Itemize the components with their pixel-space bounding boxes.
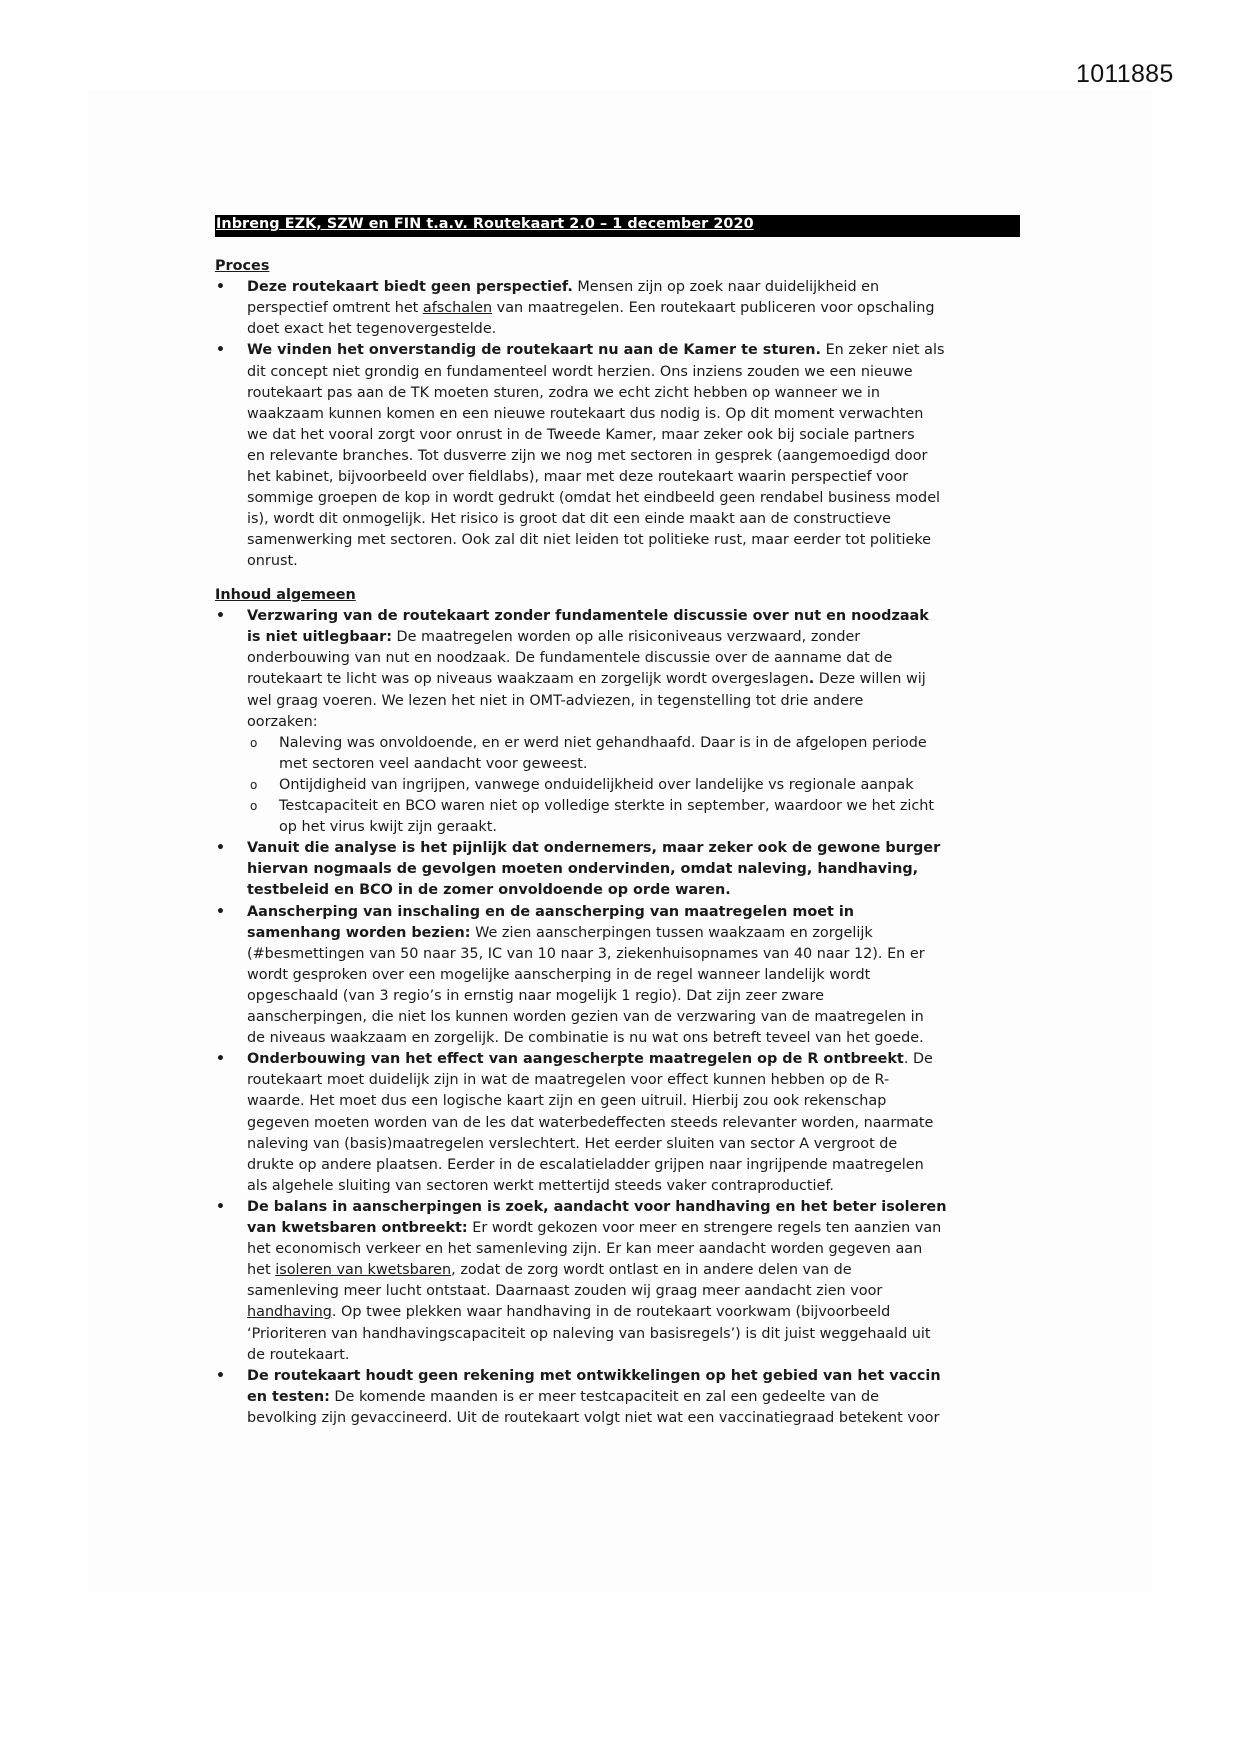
body-text: bevolking zijn gevaccineerd. Uit de routekaart volgt niet wat een vaccinatiegraad betekent voor bbox=[247, 1409, 940, 1426]
list-item-line bbox=[247, 965, 870, 986]
list-item-line bbox=[247, 362, 913, 383]
underlined-text: handhaving bbox=[247, 1304, 332, 1321]
body-text: waakzaam kunnen komen en een nieuwe routekaart dus nodig is. Op dit moment verwachten bbox=[247, 405, 924, 422]
list-item-line bbox=[247, 1239, 922, 1260]
body-text: gegeven moeten worden van de les dat waterbedeffecten steeds relevanter worden, naarmate bbox=[247, 1114, 934, 1131]
list-item-line bbox=[247, 627, 860, 648]
list-item-line bbox=[247, 606, 929, 627]
bold-lead-text: We vinden het onverstandig de routekaart nu aan de Kamer te sturen. bbox=[247, 342, 822, 359]
body-text: dit concept niet grondig en fundamenteel wordt herzien. Ons inziens zouden we een nieuwe bbox=[247, 363, 913, 380]
bold-lead-text: . bbox=[808, 671, 815, 688]
bold-lead-text: testbeleid en BCO in de zomer onvoldoende op orde waren. bbox=[247, 882, 731, 899]
list-item-line bbox=[247, 340, 944, 361]
sub-list-item-line: op het virus kwijt zijn geraakt. bbox=[279, 819, 497, 836]
list-item-line bbox=[247, 1197, 946, 1218]
list-item-line bbox=[247, 669, 926, 690]
list-item-line bbox=[247, 1113, 933, 1134]
list-item-line bbox=[247, 467, 908, 488]
body-text: routekaart te licht was op niveaus waakzaam en zorgelijk wordt overgeslagen bbox=[247, 671, 809, 688]
body-text: routekaart moet duidelijk zijn in wat de maatregelen voor effect kunnen hebben op de R- bbox=[247, 1072, 890, 1089]
list-item-line bbox=[247, 425, 915, 446]
body-text: De maatregelen worden op alle risiconiveaus verzwaard, zonder bbox=[391, 629, 861, 646]
list-item-line bbox=[247, 1091, 886, 1112]
list-item-line bbox=[247, 859, 918, 880]
body-text: (#besmettingen van 50 naar 35, IC van 10 naar 3, ziekenhuisopnames van 40 naar 12). En er bbox=[247, 945, 925, 962]
section-heading: Proces bbox=[215, 258, 270, 274]
bold-lead-text: samenhang worden bezien: bbox=[247, 924, 471, 941]
list-item-line bbox=[247, 1387, 879, 1408]
sub-list-item-line: met sectoren veel aandacht voor geweest. bbox=[279, 755, 588, 772]
body-text: samenleving meer lucht ontstaat. Daarnaast zouden wij graag meer aandacht zien voor bbox=[247, 1283, 883, 1300]
body-text: de niveaus waakzaam en zorgelijk. De combinatie is nu wat ons betreft teveel van het goede. bbox=[247, 1030, 924, 1047]
body-text: Deze willen wij bbox=[814, 671, 926, 688]
list-item-line bbox=[247, 383, 880, 404]
bold-lead-text: Deze routekaart biedt geen perspectief. bbox=[247, 279, 573, 296]
list-item-line bbox=[247, 1366, 941, 1387]
body-text: het kabinet, bijvoorbeeld over fieldlabs), maar met deze routekaart waarin perspectief voor bbox=[247, 469, 909, 485]
list-item-line bbox=[247, 277, 879, 298]
body-text: wel graag voeren. We lezen het niet in OMT-adviezen, in tegenstelling tot drie andere bbox=[247, 692, 864, 709]
body-text: . Op twee plekken waar handhaving in de routekaart voorkwam (bijvoorbeeld bbox=[331, 1304, 891, 1321]
bold-lead-text: en testen: bbox=[247, 1388, 330, 1405]
document-id: 1011885 bbox=[1076, 60, 1174, 88]
bullet-icon: • bbox=[216, 1051, 225, 1068]
body-text: en relevante branches. Tot dusverre zijn we nog met sectoren in gesprek (aangemoedigd door bbox=[247, 447, 928, 464]
list-item-line bbox=[247, 488, 940, 509]
body-text: het economisch verkeer en het samenleving zijn. Er kan meer aandacht worden gegeven aan bbox=[247, 1241, 923, 1258]
bold-lead-text: Onderbouwing van het effect van aangescherpte maatregelen op de R ontbreekt bbox=[247, 1051, 904, 1068]
list-item-line bbox=[247, 1049, 933, 1070]
body-text: opgeschaald (van 3 regio’s in ernstig naar mogelijk 1 regio). Dat zijn zeer zware bbox=[247, 987, 824, 1004]
list-item-line bbox=[247, 1155, 924, 1176]
body-text: oorzaken: bbox=[247, 713, 318, 730]
body-text: als algehele sluiting van sectoren werkt mettertijd steeds vaker contraproductief. bbox=[247, 1177, 834, 1194]
body-text: drukte op andere plaatsen. Eerder in de escalatieladder grijpen naar ingrijpende maatregelen bbox=[247, 1156, 924, 1173]
body-text: naleving van (basis)maatregelen verslechtert. Het eerder sluiten van sector A vergroot de bbox=[247, 1135, 898, 1152]
list-item-line bbox=[247, 446, 927, 467]
body-text: de routekaart. bbox=[247, 1346, 350, 1363]
list-item-line bbox=[247, 1345, 349, 1366]
bold-lead-text: De routekaart houdt geen rekening met ontwikkelingen op het gebied van het vaccin bbox=[247, 1367, 941, 1384]
body-text: doet exact het tegenovergestelde. bbox=[247, 321, 497, 338]
list-item-line bbox=[247, 986, 824, 1007]
list-item-line bbox=[247, 648, 892, 669]
bold-lead-text: Vanuit die analyse is het pijnlijk dat ondernemers, maar zeker ook de gewone burger bbox=[247, 840, 941, 857]
body-text: Er wordt gekozen voor meer en strengere regels ten aanzien van bbox=[467, 1220, 942, 1236]
body-text: onderbouwing van nut en noodzaak. De fundamentele discussie over de aanname dat de bbox=[247, 650, 893, 667]
bullet-icon: • bbox=[216, 840, 225, 857]
body-text: we dat het vooral zorgt voor onrust in de Tweede Kamer, maar zeker ook bij sociale partners bbox=[247, 426, 915, 443]
body-text: De komende maanden is er meer testcapaciteit en zal een gedeelte van de bbox=[329, 1388, 879, 1405]
sub-bullet-icon: o bbox=[250, 777, 258, 792]
list-item-line bbox=[247, 298, 935, 319]
list-item-line bbox=[247, 923, 873, 944]
bullet-icon: • bbox=[216, 342, 225, 359]
list-item-line bbox=[247, 1134, 897, 1155]
bold-lead-text: De balans in aanscherpingen is zoek, aandacht voor handhaving en het beter isoleren bbox=[247, 1198, 947, 1215]
body-text: is), wordt dit onmogelijk. Het risico is groot dat dit een einde maakt aan de constructieve bbox=[247, 511, 891, 528]
document-title: Inbreng EZK, SZW en FIN t.a.v. Routekaart 2.0 – 1 december 2020 bbox=[216, 216, 754, 232]
body-text: waarde. Het moet dus een logische kaart zijn en geen uitruil. Hierbij zou ook rekenschap bbox=[247, 1093, 887, 1110]
body-text: het bbox=[247, 1262, 276, 1279]
list-item-line bbox=[247, 319, 496, 340]
body-text: routekaart pas aan de TK moeten sturen, zodra we echt zicht hebben op wanneer we in bbox=[247, 384, 880, 401]
body-text: . De bbox=[903, 1051, 933, 1068]
bold-lead-text: Aanscherping van inschaling en de aanscherping van maatregelen moet in bbox=[247, 903, 855, 920]
sub-bullet-icon: o bbox=[250, 799, 258, 813]
body-text: samenwerking met sectoren. Ook zal dit niet leiden tot politieke rust, maar eerder tot politieke bbox=[247, 532, 932, 549]
bold-lead-text: Verzwaring van de routekaart zonder fundamentele discussie over nut en noodzaak bbox=[247, 608, 929, 625]
body-text: We zien aanscherpingen tussen waakzaam en zorgelijk bbox=[470, 924, 873, 941]
body-text: onrust. bbox=[247, 553, 298, 570]
list-item-line bbox=[247, 902, 854, 923]
list-item-line bbox=[247, 838, 940, 859]
list-item-line bbox=[247, 712, 318, 733]
body-text: Mensen zijn op zoek naar duidelijkheid en bbox=[572, 279, 880, 296]
body-text: ‘Prioriteren van handhavingscapaciteit op naleving van basisregels’) is dit juist weggehaald uit bbox=[247, 1325, 931, 1342]
list-item-line bbox=[247, 530, 931, 551]
bullet-icon: • bbox=[216, 1367, 225, 1384]
bullet-icon: • bbox=[216, 903, 225, 920]
underlined-text: afschalen bbox=[422, 300, 493, 317]
list-item-line bbox=[247, 551, 298, 572]
sub-bullet-icon: o bbox=[250, 735, 258, 750]
list-item-line bbox=[247, 1070, 889, 1091]
list-item-line bbox=[247, 1302, 890, 1323]
body-text: , zodat de zorg wordt ontlast en in andere delen van de bbox=[451, 1262, 852, 1279]
section-heading: Inhoud algemeen bbox=[215, 587, 356, 603]
list-item-line bbox=[247, 404, 923, 425]
sub-list-item-line: Ontijdigheid van ingrijpen, vanwege onduidelijkheid over landelijke vs regionale aanpak bbox=[279, 776, 914, 793]
bullet-icon: • bbox=[216, 608, 225, 625]
sub-list-item-line: Naleving was onvoldoende, en er werd niet gehandhaafd. Daar is in de afgelopen periode bbox=[279, 734, 927, 751]
list-item-line bbox=[247, 1176, 834, 1197]
body-text: sommige groepen de kop in wordt gedrukt (omdat het eindbeeld geen rendabel business model bbox=[247, 490, 941, 507]
underlined-text: isoleren van kwetsbaren bbox=[275, 1262, 452, 1279]
list-item-line bbox=[247, 1324, 931, 1345]
bold-lead-text: hiervan nogmaals de gevolgen moeten ondervinden, omdat naleving, handhaving, bbox=[247, 861, 919, 878]
list-item-line bbox=[247, 509, 891, 530]
body-text: van maatregelen. Een routekaart publiceren voor opschaling bbox=[492, 300, 935, 317]
list-item-line bbox=[247, 1281, 882, 1302]
bold-lead-text: is niet uitlegbaar: bbox=[247, 629, 392, 646]
body-text: wordt gesproken over een mogelijke aanscherping in de regel wanneer landelijk wordt bbox=[247, 966, 871, 983]
body-text: aanscherpingen, die niet los kunnen worden gezien van de verzwaring van de maatregelen in bbox=[247, 1009, 924, 1025]
bullet-icon: • bbox=[216, 1198, 225, 1215]
bold-lead-text: van kwetsbaren ontbreekt: bbox=[247, 1220, 468, 1236]
body-text: En zeker niet als bbox=[821, 342, 945, 359]
list-item-line bbox=[247, 1408, 939, 1429]
list-item-line bbox=[247, 880, 731, 901]
list-item-line bbox=[247, 1218, 941, 1239]
list-item-line bbox=[247, 691, 863, 712]
list-item-line bbox=[247, 1007, 924, 1028]
list-item-line bbox=[247, 1260, 852, 1281]
list-item-line bbox=[247, 944, 925, 965]
bullet-icon: • bbox=[216, 279, 225, 296]
list-item-line bbox=[247, 1028, 924, 1049]
sub-list-item-line: Testcapaciteit en BCO waren niet op volledige sterkte in september, waardoor we het zicht bbox=[279, 798, 935, 814]
body-text: perspectief omtrent het bbox=[247, 300, 423, 317]
